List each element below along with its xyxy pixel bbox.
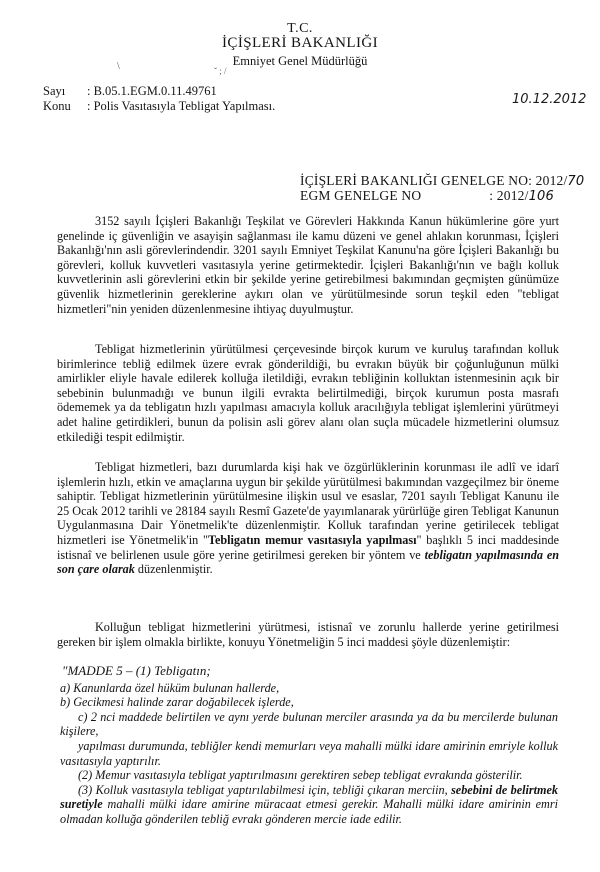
konu-line: [43, 99, 275, 114]
paragraph-1: [57, 214, 559, 316]
paragraph-2: [57, 342, 559, 444]
paragraph-3: [57, 460, 559, 577]
madde-item-b: b) Gecikmesi halinde zarar doğabilecek işlerde,: [60, 695, 294, 710]
madde-item-a: a) Kanunlarda özel hüküm bulunan hallerde,: [60, 680, 280, 695]
sayi-value: : B.05.1.EGM.0.11.49761: [87, 84, 217, 98]
paragraph-4-text: Kolluğun tebligat hizmetlerini yürütmesi, istisnaî ve zorunlu hallerde yerine getirilmesi gereken bir işlem olmakla birlikte, konuyu Yönetmeliğin 5 inci maddesi şöyle düzenlemiştir:: [57, 620, 559, 649]
madde-title: "MADDE 5 – (1) Tebligatın;: [62, 663, 211, 678]
madde-paragraph-3-part-b: mahalli mülki idare amirine müracaat etmesi gerekir. Mahalli mülki idare amirinin emri olmadan kolluğa gönderilen tebliğ evrakı gönderen mercie iade edilir.: [60, 797, 558, 826]
paragraph-2-text: Tebligat hizmetlerinin yürütülmesi çerçevesinde birçok kurum ve kuruluş tarafından kolluk birimlerince tebliğ edilmek üzere evrak gönderildiği, bu evrakın büyük bir çoğunluğunun mülki amirlikler eliyle havale edilerek kolluğa iletildiği, evrakın tebliğinin kolluktan istenmesinin açık bir sebebinin bulunmadığı ve bunun ilgili evrakta belirtilmediği, birçok kurumun posta masrafı ödememek ya da tebligatın hızlı yapılması amacıyla kolluk aracılığıyla tebligat işlemlerini yürütmeyi adet haline getirdikleri, bunun da polisin asli görev alanı olan suçla mücadele hizmetlerini olumsuz etkilediği tespit edilmiştir.: [57, 342, 559, 444]
konu-label: Konu: [43, 99, 71, 113]
konu-value: : Polis Vasıtasıyla Tebligat Yapılması.: [87, 99, 276, 113]
sayi-line: [43, 84, 217, 99]
paragraph-1-text: 3152 sayılı İçişleri Bakanlığı Teşkilat ve Görevleri Hakkında Kanun hükümlerine göre yurt genelinde iç güvenliğin ve asayişin sağlanması ile kamu düzeni ve genel ahlakın korunması, İçişleri Bakanlığı'nın asli görevlerindendir. 3201 sayılı Emniyet Teşkilat Kanunu'na göre İçişleri Bakanlığı bu görevleri, kolluk kuvvetleri vasıtasıyla yerine getirmektedir. İçişleri Bakanlığı'nın ve bağlı kolluk kuvvetlerinin asli görevlerini etkin bir şekilde yerine getirebilmesi bakımından geçmişten günümüze güvenlik hizmetlerinin gereklerine aykırı olan ve yürütülmesinde sorun teşkil eden "tebligat hizmetleri"nin yeniden düzenlenmesine ihtiyaç duyulmuştur.: [57, 214, 559, 316]
sayi-label: Sayı: [43, 84, 66, 98]
header-tc: T.C.: [287, 21, 313, 36]
genelge-ministry-prefix: İÇİŞLERİ BAKANLIĞI GENELGE NO: 2012/: [300, 173, 568, 188]
paragraph-3-part-b: " başlıklı 5 inci maddesinde istisnaî ve belirlenen usule göre yerine getirilmesi gereken bir yöntem ve: [57, 532, 559, 562]
paragraph-3-bold-italic: tebligatın yapılmasında en son çare olarak: [57, 547, 560, 577]
genelge-egm-handwritten-number: 106: [528, 189, 554, 204]
genelge-egm-prefix: EGM GENELGE NO: [300, 188, 422, 203]
madde-paragraph-3-part-a: (3) Kolluk vasıtasıyla tebligat yaptırılabilmesi için, tebliği çıkaran merciin,: [78, 782, 452, 797]
paragraph-3-bold: Tebligatın memur vasıtasıyla yapılması: [207, 532, 417, 547]
paragraph-3-part-a: Tebligat hizmetleri, bazı durumlarda kişi hak ve özgürlüklerinin korunması ile adlî ve idarî işlemlerin hızlı, etkin ve amaçlarına uygun bir şekilde yürütülmesi bakımından vazgeçilmez bir öneme sahiptir. Tebligat hizmetlerinin yürütülmesine ilişkin usul ve esaslar, 7201 sayılı Tebligat Kanunu ile 25 Ocak 2012 tarihli ve 28184 sayılı Resmî Gazete'de yayımlanarak yürürlüğe giren Tebligat Kanunun Uygulanmasına Dair Yönetmelik'te düzenlenmiştir. Kolluk tarafından yerine getirilecek tebligat hizmetleri ise Yönetmelik'in ": [57, 460, 559, 547]
paragraph-4: [57, 620, 559, 649]
scan-mark: ˇ ; /: [214, 66, 227, 76]
scan-mark: \: [117, 61, 120, 72]
madde-paragraph-3: [60, 783, 558, 827]
genelge-egm-mid: : 2012/: [489, 188, 529, 203]
madde-item-c: c) 2 nci maddede belirtilen ve aynı yerde bulunan merciler arasında ya da bu mercilerde bulunan kişilere,: [60, 709, 558, 739]
paragraph-3-part-c: düzenlenmiştir.: [134, 562, 213, 577]
madde-paragraph-2: (2) Memur vasıtasıyla tebligat yaptırılmasını gerektiren sebep tebligat evrakında gösterilir.: [78, 768, 523, 783]
genelge-egm-number: [300, 189, 554, 205]
madde-paragraph-3-bold: sebebini de belirtmek suretiyle: [60, 782, 558, 812]
madde-5-quote: [60, 664, 558, 827]
header-directorate: Emniyet Genel Müdürlüğü: [232, 54, 368, 68]
paragraph-3-text: [57, 460, 559, 577]
document-date: 10.12.2012: [512, 92, 587, 107]
genelge-ministry-handwritten-number: 70: [567, 174, 585, 189]
header-ministry: İÇİŞLERİ BAKANLIĞI: [222, 35, 378, 51]
madde-item-c-continued: yapılması durumunda, tebliğler kendi memurları veya mahalli mülki idare amirinin emriyle kolluk vasıtasıyla yaptırılır.: [60, 738, 558, 768]
